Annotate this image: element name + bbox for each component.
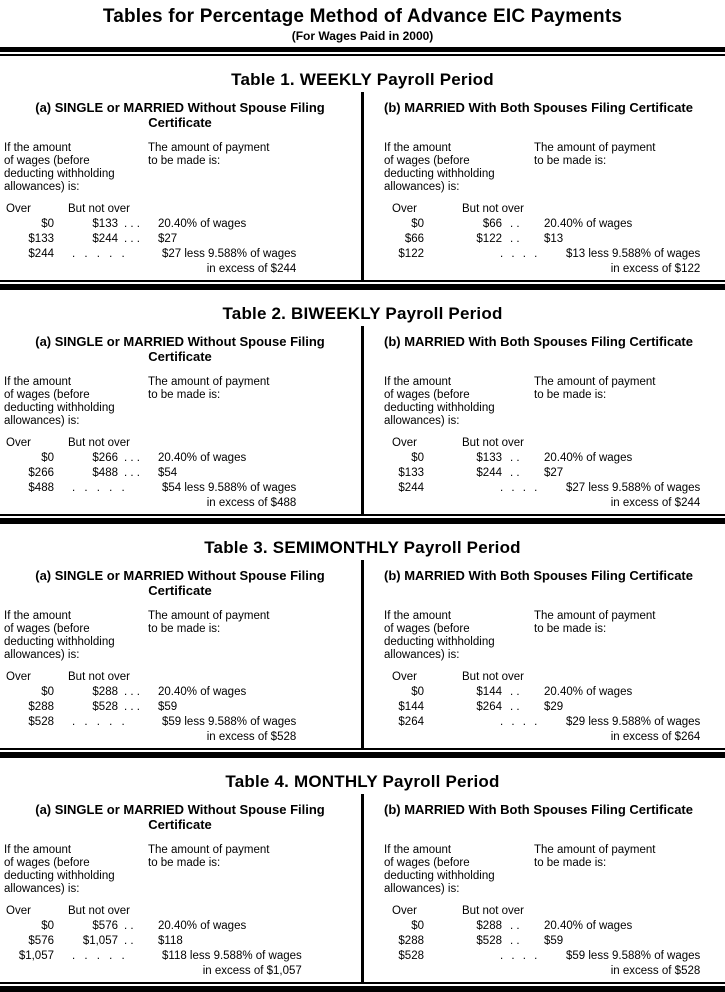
payment-amount-label — [148, 376, 269, 428]
payment-label-line: The amount of payment — [534, 844, 656, 856]
but-not-over-value: $488 — [92, 467, 118, 479]
wage-condition-line: If the amount — [4, 610, 72, 622]
wage-condition-label — [384, 376, 534, 428]
wage-bracket-row — [4, 685, 359, 700]
payment-text — [158, 919, 246, 934]
payment-line: 20.40% of wages — [544, 452, 633, 464]
payment-line: $27 less 9.588% of wages — [566, 482, 701, 494]
payment-label-line: The amount of payment — [534, 142, 656, 154]
table-title: Table 4. MONTHLY Payroll Period — [225, 772, 500, 791]
wage-bracket-row — [384, 466, 725, 481]
table-bottom-rule — [0, 752, 725, 758]
leader-dots: . . . . — [500, 482, 538, 494]
payroll-table — [0, 538, 725, 758]
payment-label-line: The amount of payment — [534, 610, 656, 622]
wage-condition-line: deducting withholding — [384, 636, 495, 648]
panel-single-or-married-without-certificate — [0, 560, 361, 748]
leader-dots: . . — [510, 686, 520, 698]
leader-dots: . . . — [124, 452, 140, 464]
payment-label-line: to be made is: — [148, 623, 221, 635]
table-panels — [0, 326, 725, 516]
table-panels — [0, 560, 725, 750]
but-not-over-column-header: But not over — [462, 437, 525, 449]
but-not-over-column-header: But not over — [68, 905, 131, 917]
over-value: $264 — [398, 716, 424, 728]
wage-bracket-row — [384, 685, 725, 700]
wage-bracket-row — [384, 919, 725, 934]
wage-condition-label — [384, 142, 534, 194]
table-bottom-rule — [0, 284, 725, 290]
payment-line: $54 less 9.588% of wages — [162, 482, 297, 494]
leader-dots: . . . . . — [72, 482, 125, 494]
bracket-column-headers — [4, 671, 359, 683]
payment-amount-label — [534, 142, 655, 194]
payment-label-line: to be made is: — [148, 857, 221, 869]
wage-condition-line: allowances) is: — [4, 649, 80, 661]
wage-bracket-row — [4, 466, 359, 481]
top-rule-thin — [0, 54, 725, 56]
payroll-table — [0, 304, 725, 524]
over-value: $0 — [411, 218, 424, 230]
payment-line: in excess of $528 — [610, 965, 701, 977]
wage-bracket-row — [4, 217, 359, 232]
payment-label-line: to be made is: — [534, 155, 607, 167]
over-value: $528 — [398, 950, 424, 962]
over-value: $266 — [28, 467, 54, 479]
payment-line: $59 — [158, 701, 178, 713]
page-subtitle: (For Wages Paid in 2000) — [291, 29, 434, 43]
leader-dots: . . . — [124, 467, 140, 479]
wage-condition-line: of wages (before — [384, 623, 470, 635]
wage-condition-line: allowances) is: — [4, 181, 80, 193]
payment-line: in excess of $488 — [206, 497, 297, 509]
wage-condition-line: If the amount — [4, 142, 72, 154]
but-not-over-value: $66 — [482, 218, 502, 230]
wage-bracket-rows — [384, 919, 725, 979]
bracket-column-headers — [4, 905, 359, 917]
panel-heading: (a) SINGLE or MARRIED Without Spouse Filing Certificate — [35, 100, 325, 130]
over-value: $244 — [28, 248, 54, 260]
wage-bracket-row — [384, 715, 725, 745]
wage-condition-line: allowances) is: — [384, 883, 460, 895]
payment-line: in excess of $1,057 — [202, 965, 302, 977]
payment-text — [544, 466, 563, 481]
over-value: $288 — [28, 701, 54, 713]
leader-dots: . . . — [124, 218, 140, 230]
payment-line: $118 less 9.588% of wages — [162, 950, 302, 962]
payroll-table — [0, 772, 725, 992]
wage-condition-line: of wages (before — [4, 389, 90, 401]
but-not-over-value: $144 — [476, 686, 502, 698]
table-title: Table 3. SEMIMONTHLY Payroll Period — [204, 538, 521, 557]
wage-bracket-rows — [4, 685, 359, 745]
payment-text — [544, 919, 632, 934]
payment-line: 20.40% of wages — [158, 452, 247, 464]
but-not-over-value: $264 — [476, 701, 502, 713]
wage-condition-label — [4, 142, 148, 194]
column-labels — [4, 610, 359, 662]
wage-condition-label — [384, 844, 534, 896]
wage-condition-line: of wages (before — [384, 857, 470, 869]
but-not-over-value: $266 — [92, 452, 118, 464]
leader-dots: . . — [510, 233, 520, 245]
wage-condition-label — [4, 376, 148, 428]
wage-condition-line: If the amount — [384, 844, 452, 856]
payment-label-line: The amount of payment — [148, 610, 270, 622]
payment-line: 20.40% of wages — [158, 686, 247, 698]
payment-label-line: to be made is: — [534, 389, 607, 401]
payment-text — [544, 700, 563, 715]
leader-dots: . . — [510, 218, 520, 230]
page-title: Tables for Percentage Method of Advance EIC Payments — [102, 6, 623, 27]
leader-dots: . . . . . — [72, 716, 125, 728]
but-not-over-column-header: But not over — [462, 671, 525, 683]
over-value: $0 — [411, 686, 424, 698]
table-bottom-rule — [0, 986, 725, 992]
over-value: $1,057 — [18, 950, 54, 962]
wage-condition-line: If the amount — [4, 376, 72, 388]
payment-line: $27 less 9.588% of wages — [162, 248, 297, 260]
payment-line: in excess of $244 — [610, 497, 701, 509]
wage-bracket-row — [384, 451, 725, 466]
payment-line: $29 less 9.588% of wages — [566, 716, 701, 728]
leader-dots: . . — [510, 920, 520, 932]
wage-condition-line: allowances) is: — [384, 415, 460, 427]
but-not-over-column-header: But not over — [68, 437, 131, 449]
panel-heading: (b) MARRIED With Both Spouses Filing Certificate — [384, 100, 693, 115]
but-not-over-value: $244 — [476, 467, 502, 479]
leader-dots: . . . . . — [72, 248, 125, 260]
panel-heading: (b) MARRIED With Both Spouses Filing Certificate — [384, 334, 693, 349]
bracket-column-headers — [384, 671, 725, 683]
payment-line: $27 — [158, 233, 178, 245]
panel-heading: (a) SINGLE or MARRIED Without Spouse Filing Certificate — [35, 802, 325, 832]
payment-amount-label — [534, 610, 655, 662]
payment-text — [544, 232, 563, 247]
payment-text — [162, 715, 296, 745]
payment-label-line: The amount of payment — [148, 376, 270, 388]
panel-heading: (b) MARRIED With Both Spouses Filing Certificate — [384, 802, 693, 817]
payment-line: in excess of $244 — [206, 263, 297, 275]
over-column-header: Over — [392, 203, 417, 215]
wage-condition-line: allowances) is: — [4, 883, 80, 895]
payment-text — [544, 934, 563, 949]
top-rule-thick — [0, 47, 725, 52]
wage-condition-line: If the amount — [384, 376, 452, 388]
wage-bracket-row — [4, 481, 359, 511]
column-labels — [4, 376, 359, 428]
bracket-column-headers — [4, 437, 359, 449]
over-column-header: Over — [6, 671, 31, 683]
wage-condition-label — [384, 610, 534, 662]
wage-bracket-row — [4, 949, 359, 979]
wage-bracket-row — [4, 247, 359, 277]
wage-bracket-row — [4, 700, 359, 715]
payment-text — [544, 685, 632, 700]
wage-bracket-rows — [384, 217, 725, 277]
over-value: $0 — [41, 452, 54, 464]
but-not-over-column-header: But not over — [68, 203, 131, 215]
wage-bracket-row — [4, 715, 359, 745]
payment-text — [158, 217, 246, 232]
leader-dots: . . — [124, 935, 134, 947]
wage-bracket-row — [4, 934, 359, 949]
payroll-table — [0, 70, 725, 290]
payment-text — [162, 949, 302, 979]
leader-dots: . . — [510, 467, 520, 479]
wage-bracket-rows — [4, 919, 359, 979]
wage-condition-line: allowances) is: — [384, 649, 460, 661]
over-value: $133 — [398, 467, 424, 479]
panel-married-both-spouses — [364, 560, 725, 748]
payment-line: $118 — [158, 935, 183, 947]
leader-dots: . . . . . — [72, 950, 125, 962]
table-bottom-rule — [0, 518, 725, 524]
payment-label-line: to be made is: — [534, 623, 607, 635]
payment-line: in excess of $528 — [206, 731, 297, 743]
wage-condition-line: of wages (before — [384, 389, 470, 401]
column-labels — [4, 142, 359, 194]
wage-condition-line: of wages (before — [4, 155, 90, 167]
over-value: $0 — [41, 218, 54, 230]
panel-married-both-spouses — [364, 794, 725, 982]
leader-dots: . . . — [124, 701, 140, 713]
over-value: $0 — [41, 920, 54, 932]
panel-single-or-married-without-certificate — [0, 794, 361, 982]
wage-bracket-row — [384, 949, 725, 979]
leader-dots: . . . — [124, 233, 140, 245]
table-title: Table 2. BIWEEKLY Payroll Period — [222, 304, 503, 323]
bracket-column-headers — [384, 437, 725, 449]
bracket-column-headers — [384, 905, 725, 917]
over-value: $133 — [28, 233, 54, 245]
payment-amount-label — [148, 142, 269, 194]
wage-bracket-row — [384, 247, 725, 277]
leader-dots: . . — [510, 452, 520, 464]
payment-line: 20.40% of wages — [158, 218, 247, 230]
payment-text — [158, 466, 177, 481]
wage-condition-line: deducting withholding — [4, 168, 115, 180]
over-column-header: Over — [392, 905, 417, 917]
wage-condition-label — [4, 610, 148, 662]
leader-dots: . . . . — [500, 248, 538, 260]
payment-text — [544, 451, 632, 466]
panel-heading: (b) MARRIED With Both Spouses Filing Certificate — [384, 568, 693, 583]
leader-dots: . . — [510, 935, 520, 947]
wage-bracket-rows — [384, 451, 725, 511]
but-not-over-column-header: But not over — [462, 905, 525, 917]
wage-bracket-row — [384, 700, 725, 715]
payment-text — [158, 685, 246, 700]
payment-line: $13 — [544, 233, 564, 245]
panel-married-both-spouses — [364, 92, 725, 280]
payroll-tables-container — [0, 70, 725, 992]
leader-dots: . . — [510, 701, 520, 713]
leader-dots: . . — [124, 920, 134, 932]
wage-condition-line: deducting withholding — [4, 870, 115, 882]
but-not-over-value: $122 — [476, 233, 502, 245]
column-labels — [384, 376, 725, 428]
wage-bracket-row — [384, 232, 725, 247]
wage-condition-line: of wages (before — [384, 155, 470, 167]
wage-bracket-row — [4, 919, 359, 934]
wage-bracket-rows — [384, 685, 725, 745]
document-header — [0, 0, 725, 43]
panel-married-both-spouses — [364, 326, 725, 514]
but-not-over-value: $288 — [476, 920, 502, 932]
over-value: $144 — [398, 701, 424, 713]
payment-text — [162, 247, 296, 277]
payment-amount-label — [148, 610, 269, 662]
but-not-over-value: $133 — [476, 452, 502, 464]
column-labels — [384, 844, 725, 896]
payment-text — [566, 715, 700, 745]
wage-bracket-row — [4, 451, 359, 466]
but-not-over-value: $528 — [92, 701, 118, 713]
payment-line: $59 less 9.588% of wages — [162, 716, 297, 728]
bracket-column-headers — [384, 203, 725, 215]
wage-bracket-rows — [4, 451, 359, 511]
payment-line: 20.40% of wages — [544, 218, 633, 230]
payment-text — [158, 232, 177, 247]
table-panels — [0, 92, 725, 282]
payment-line: $27 — [544, 467, 564, 479]
payment-text — [566, 247, 700, 277]
payment-line: $59 — [544, 935, 564, 947]
payment-line: 20.40% of wages — [544, 686, 633, 698]
panel-single-or-married-without-certificate — [0, 92, 361, 280]
but-not-over-value: $576 — [92, 920, 118, 932]
over-value: $0 — [41, 686, 54, 698]
but-not-over-value: $1,057 — [82, 935, 118, 947]
wage-condition-line: deducting withholding — [384, 168, 495, 180]
payment-text — [158, 451, 246, 466]
payment-label-line: The amount of payment — [148, 142, 270, 154]
payment-line: 20.40% of wages — [544, 920, 633, 932]
payment-label-line: The amount of payment — [534, 376, 656, 388]
wage-condition-line: If the amount — [384, 142, 452, 154]
panel-heading: (a) SINGLE or MARRIED Without Spouse Filing Certificate — [35, 568, 325, 598]
wage-condition-line: of wages (before — [4, 623, 90, 635]
wage-bracket-row — [384, 934, 725, 949]
over-value: $576 — [28, 935, 54, 947]
but-not-over-column-header: But not over — [68, 671, 131, 683]
bracket-column-headers — [4, 203, 359, 215]
over-column-header: Over — [392, 437, 417, 449]
payment-text — [544, 217, 632, 232]
over-value: $0 — [411, 452, 424, 464]
payment-label-line: to be made is: — [534, 857, 607, 869]
payment-label-line: to be made is: — [148, 389, 221, 401]
wage-bracket-rows — [4, 217, 359, 277]
payment-text — [158, 934, 183, 949]
over-value: $488 — [28, 482, 54, 494]
leader-dots: . . . — [124, 686, 140, 698]
over-column-header: Over — [6, 437, 31, 449]
wage-condition-line: If the amount — [384, 610, 452, 622]
payment-line: $29 — [544, 701, 564, 713]
over-value: $288 — [398, 935, 424, 947]
over-column-header: Over — [6, 203, 31, 215]
wage-condition-line: allowances) is: — [384, 181, 460, 193]
payment-text — [566, 949, 700, 979]
but-not-over-value: $244 — [92, 233, 118, 245]
column-labels — [4, 844, 359, 896]
wage-condition-line: deducting withholding — [4, 402, 115, 414]
over-value: $244 — [398, 482, 424, 494]
but-not-over-value: $133 — [92, 218, 118, 230]
over-column-header: Over — [6, 905, 31, 917]
payment-text — [158, 700, 177, 715]
over-value: $66 — [404, 233, 424, 245]
payment-amount-label — [534, 376, 655, 428]
leader-dots: . . . . — [500, 716, 538, 728]
panel-single-or-married-without-certificate — [0, 326, 361, 514]
payment-amount-label — [148, 844, 269, 896]
wage-bracket-row — [4, 232, 359, 247]
payment-label-line: The amount of payment — [148, 844, 270, 856]
payment-line: $59 less 9.588% of wages — [566, 950, 701, 962]
leader-dots: . . . . — [500, 950, 538, 962]
over-value: $528 — [28, 716, 54, 728]
payment-line: in excess of $122 — [610, 263, 701, 275]
table-title: Table 1. WEEKLY Payroll Period — [231, 70, 494, 89]
payment-amount-label — [534, 844, 655, 896]
payment-label-line: to be made is: — [148, 155, 221, 167]
wage-condition-line: of wages (before — [4, 857, 90, 869]
payment-text — [566, 481, 700, 511]
wage-bracket-row — [384, 217, 725, 232]
wage-condition-line: allowances) is: — [4, 415, 80, 427]
payment-line: in excess of $264 — [610, 731, 701, 743]
payment-line: 20.40% of wages — [158, 920, 247, 932]
payment-line: $13 less 9.588% of wages — [566, 248, 701, 260]
over-column-header: Over — [392, 671, 417, 683]
wage-bracket-row — [384, 481, 725, 511]
table-panels — [0, 794, 725, 984]
panel-heading: (a) SINGLE or MARRIED Without Spouse Filing Certificate — [35, 334, 325, 364]
but-not-over-column-header: But not over — [462, 203, 525, 215]
over-value: $122 — [398, 248, 424, 260]
over-value: $0 — [411, 920, 424, 932]
wage-condition-line: deducting withholding — [384, 870, 495, 882]
wage-condition-line: If the amount — [4, 844, 72, 856]
wage-condition-line: deducting withholding — [4, 636, 115, 648]
payment-text — [162, 481, 296, 511]
column-labels — [384, 610, 725, 662]
wage-condition-label — [4, 844, 148, 896]
but-not-over-value: $288 — [92, 686, 118, 698]
wage-condition-line: deducting withholding — [384, 402, 495, 414]
but-not-over-value: $528 — [476, 935, 502, 947]
column-labels — [384, 142, 725, 194]
payment-line: $54 — [158, 467, 178, 479]
